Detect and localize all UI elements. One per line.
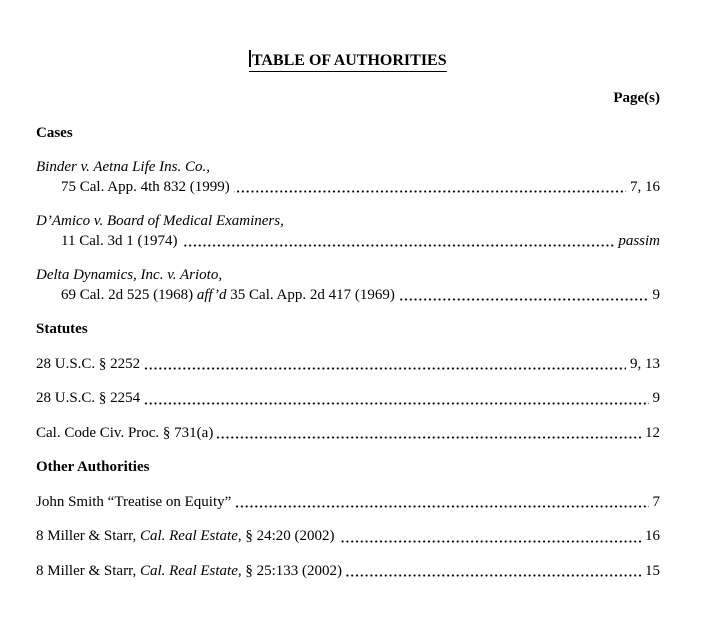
citation-row [61,178,660,198]
citation-text [61,286,399,306]
citation-row [36,389,660,409]
citation-text [36,527,339,547]
page-reference: 9, 13 [626,355,660,375]
citation-text: 11 Cal. 3d 1 (1974) [61,232,182,252]
page-column-label: Page(s) [613,90,660,106]
title-text: TABLE OF AUTHORITIES [251,52,447,69]
citation-part: , § 24:20 (2002) [237,528,335,544]
citation-text: 75 Cal. App. 4th 832 (1999) [61,178,234,198]
citation-row [61,232,660,252]
citation-part: 8 Miller & Starr, [36,528,140,544]
case-name: Delta Dynamics, Inc. v. Arioto, [36,267,223,283]
citation-row [36,527,660,547]
citation-part: 8 Miller & Starr, [36,562,140,579]
citation-row [36,493,660,513]
citation-text: 28 U.S.C. § 2252 [36,355,144,375]
page-reference: 9 [649,389,661,409]
title-underline [249,50,446,72]
document-title [36,50,660,72]
citation-row [61,286,660,306]
page-reference: 16 [641,527,660,547]
text-cursor [249,50,251,67]
citation-row [36,424,660,444]
citation-part-italic: Cal. Real Estate [139,528,238,544]
citation-part-italic: Cal. Real Estate [139,562,238,579]
toa-entry-statute [36,355,660,375]
toa-entry-authority [36,493,660,513]
case-name: D’Amico v. Board of Medical Examiners, [36,213,284,229]
page-reference: 9 [649,286,661,306]
toa-entry-case [36,212,660,251]
toa-entry-authority [36,562,660,582]
page-reference: 15 [641,562,660,582]
citation-text [36,562,346,582]
page-reference: passim [614,232,660,252]
citation-row [36,355,660,375]
section-heading-statutes: Statutes [36,321,88,337]
toa-entry-statute [36,424,660,444]
toa-entry-case [36,158,660,197]
section-heading-cases: Cases [36,124,73,141]
citation-part: 35 Cal. App. 2d 417 (1969) [226,286,395,303]
citation-part: 69 Cal. 2d 525 (1968) [61,286,197,303]
citation-part: , § 25:133 (2002) [237,562,343,579]
page-reference: 12 [641,424,660,444]
citation-row [36,562,660,582]
citation-text: 28 U.S.C. § 2254 [36,389,144,409]
citation-text: John Smith “Treatise on Equity” [36,493,235,513]
toa-entry-authority [36,527,660,547]
citation-part-italic: aff’d [196,286,227,303]
toa-entry-case [36,266,660,305]
citation-text: Cal. Code Civ. Proc. § 731(a) [36,424,217,444]
case-name: Binder v. Aetna Life Ins. Co., [36,159,211,175]
page-reference: 7, 16 [626,178,660,198]
toa-entry-statute [36,389,660,409]
section-heading-other-authorities: Other Authorities [36,459,150,475]
page-reference: 7 [649,493,661,513]
